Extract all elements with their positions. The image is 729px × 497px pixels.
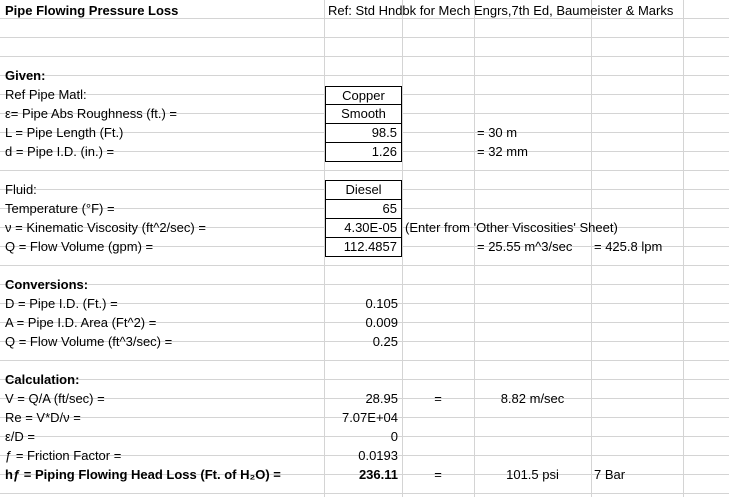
- head-loss-psi: 101.5 psi: [506, 467, 559, 482]
- roughness-label: ε= Pipe Abs Roughness (ft.) =: [5, 106, 178, 121]
- viscosity-input[interactable]: 4.30E-05: [325, 218, 402, 238]
- friction-factor-label: ƒ = Friction Factor =: [5, 448, 122, 463]
- head-loss-bar: 7 Bar: [594, 467, 626, 482]
- fluid-label: Fluid:: [5, 182, 37, 197]
- reference-note: Ref: Std Hndbk for Mech Engrs,7th Ed, Baumeister & Marks: [328, 3, 674, 18]
- reynolds-label: Re = V*D/ν =: [5, 410, 81, 425]
- length-input[interactable]: 98.5: [325, 123, 402, 143]
- relative-roughness-value: 0: [390, 429, 398, 444]
- sheet-title: Pipe Flowing Pressure Loss: [5, 3, 179, 18]
- flow-label: Q = Flow Volume (gpm) =: [5, 239, 154, 254]
- relative-roughness-label: ε/D =: [5, 429, 35, 444]
- row: [0, 19, 729, 38]
- reynolds-value: 7.07E+04: [341, 410, 398, 425]
- viscosity-label: ν = Kinematic Viscosity (ft^2/sec) =: [5, 220, 206, 235]
- head-loss-label: hƒ = Piping Flowing Head Loss (Ft. of H₂O) =: [5, 467, 281, 482]
- q-cfs-label: Q = Flow Volume (ft^3/sec) =: [5, 334, 173, 349]
- head-loss-value: 236.11: [358, 467, 398, 482]
- velocity-value: 28.95: [365, 391, 398, 406]
- q-cfs-value: 0.25: [372, 334, 398, 349]
- area-value: 0.009: [365, 315, 398, 330]
- diameter-label: d = Pipe I.D. (in.) =: [5, 144, 115, 159]
- area-label: A = Pipe I.D. Area (Ft^2) =: [5, 315, 157, 330]
- row: [0, 361, 729, 380]
- diameter-metric: = 32 mm: [477, 144, 528, 159]
- flow-input[interactable]: 112.4857: [325, 237, 402, 257]
- row: [0, 57, 729, 76]
- length-label: L = Pipe Length (Ft.): [5, 125, 124, 140]
- calculation-heading: Calculation:: [5, 372, 80, 387]
- conversions-heading: Conversions:: [5, 277, 89, 292]
- flow-metric-m3: = 25.55 m^3/sec: [477, 239, 573, 254]
- head-loss-equals: =: [434, 467, 442, 482]
- row: [0, 38, 729, 57]
- temperature-input[interactable]: 65: [325, 199, 402, 219]
- fluid-cell[interactable]: Diesel: [325, 180, 402, 200]
- d-ft-value: 0.105: [365, 296, 398, 311]
- roughness-cell[interactable]: Smooth: [325, 104, 402, 124]
- d-ft-label: D = Pipe I.D. (Ft.) =: [5, 296, 118, 311]
- pipe-material-label: Ref Pipe Matl:: [5, 87, 87, 102]
- temperature-label: Temperature (°F) =: [5, 201, 115, 216]
- pipe-material-cell[interactable]: Copper: [325, 86, 402, 105]
- velocity-label: V = Q/A (ft/sec) =: [5, 391, 105, 406]
- length-metric: = 30 m: [477, 125, 518, 140]
- row: [0, 266, 729, 285]
- velocity-metric: 8.82 m/sec: [500, 391, 565, 406]
- flow-metric-lpm: = 425.8 lpm: [594, 239, 663, 254]
- diameter-input[interactable]: 1.26: [325, 142, 402, 162]
- given-heading: Given:: [5, 68, 46, 83]
- viscosity-note: (Enter from 'Other Viscosities' Sheet): [405, 220, 618, 235]
- velocity-equals: =: [434, 391, 442, 406]
- friction-factor-value: 0.0193: [358, 448, 398, 463]
